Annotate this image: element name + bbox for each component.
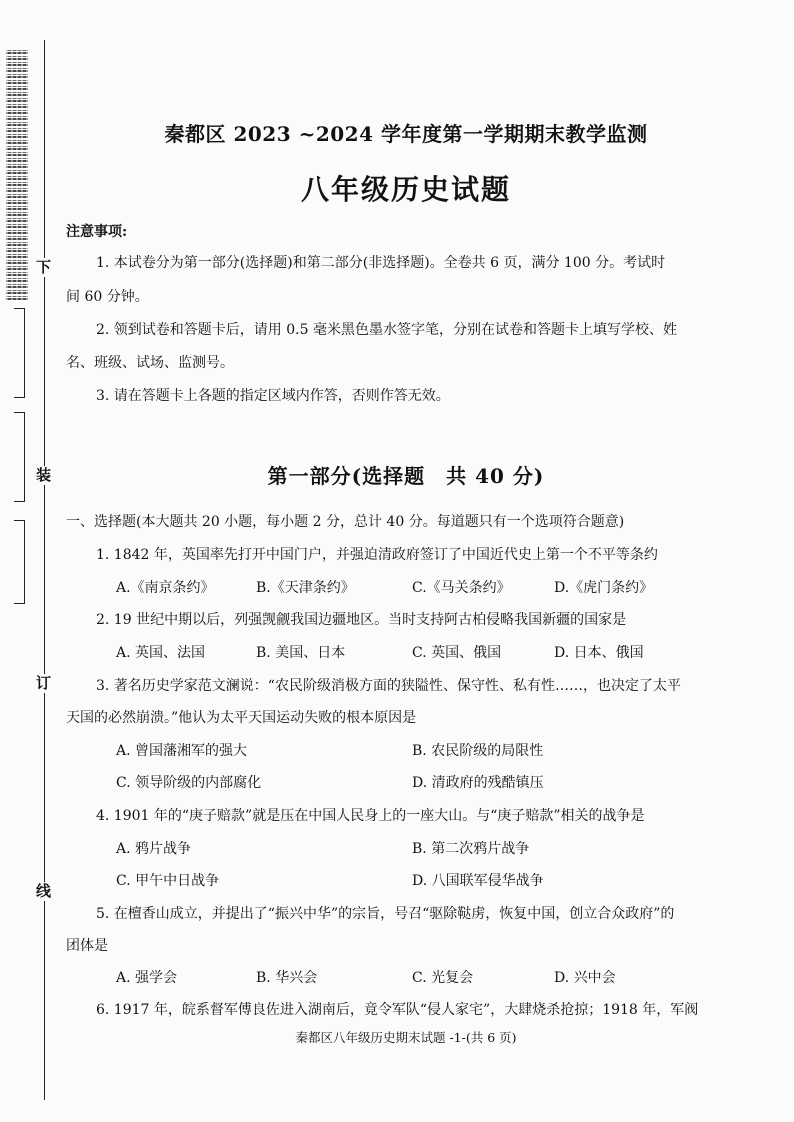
question-2-option-c: C. 英国、俄国 [412, 645, 502, 661]
question-3-option-b: B. 农民阶级的局限性 [412, 743, 544, 759]
question-2-stem: 2. 19 世纪中期以后，列强觊觎我国边疆地区。当时支持阿古柏侵略我国新疆的国家是 [96, 612, 627, 628]
question-3-option-c: C. 领导阶级的内部腐化 [116, 775, 262, 791]
question-5-stem: 5. 在檀香山成立，并提出了“振兴中华”的宗旨，号召“驱除鞑虏，恢复中国，创立合众政府”的 [96, 906, 675, 922]
part1-title: 第一部分(选择题 共 40 分) [267, 464, 545, 488]
question-3-stem: 3. 著名历史学家范文澜说：“农民阶级消极方面的狭隘性、保守性、私有性……，也决定了太平 [96, 678, 681, 694]
note-item-1: 1. 本试卷分为第一部分(选择题)和第二部分(非选择题)。全卷共 6 页，满分 100 分。考试时 [96, 255, 666, 271]
class-field-bracket [14, 412, 25, 502]
binding-margin [0, 0, 54, 1122]
number-field-bracket [14, 520, 25, 604]
question-4-option-c: C. 甲午中日战争 [116, 873, 220, 889]
binding-line [44, 40, 45, 1100]
question-1-stem: 1. 1842 年，英国率先打开中国门户，并强迫清政府签订了中国近代史上第一个不平等条约 [96, 547, 658, 563]
question-4-option-b: B. 第二次鸦片战争 [412, 841, 530, 857]
question-4-option-a: A. 鸦片战争 [116, 841, 192, 857]
exam-header-title: 秦都区 2023 ~2024 学年度第一学期期末教学监测 [164, 122, 648, 146]
question-1-option-a: A.《南京条约》 [116, 580, 215, 596]
question-5-option-d: D. 兴中会 [554, 970, 616, 986]
binding-char-ding: 订 [36, 674, 52, 692]
name-field-bracket [14, 308, 25, 398]
question-2-option-b: B. 美国、日本 [256, 645, 346, 661]
binding-char-zhuang: 装 [36, 466, 52, 484]
note-item-2-cont: 名、班级、试场、监测号。 [66, 355, 234, 371]
barcode-strip [6, 50, 28, 300]
question-2-option-d: D. 日本、俄国 [554, 645, 644, 661]
note-item-3: 3. 请在答题卡上各题的指定区域内作答，否则作答无效。 [96, 388, 450, 404]
exam-subject-title: 八年级历史试题 [300, 173, 511, 206]
question-4-option-d: D. 八国联军侵华战争 [412, 873, 544, 889]
question-3-option-d: D. 清政府的残酷镇压 [412, 775, 544, 791]
question-1-option-d: D.《虎门条约》 [554, 580, 654, 596]
question-2-option-a: A. 英国、法国 [116, 645, 206, 661]
binding-char-xian: 线 [36, 882, 52, 900]
question-5-option-b: B. 华兴会 [256, 970, 318, 986]
question-1-option-b: B.《天津条约》 [256, 580, 355, 596]
notes-heading: 注意事项: [66, 224, 128, 240]
note-item-2: 2. 领到试卷和答题卡后，请用 0.5 毫米黑色墨水签字笔，分别在试卷和答题卡上填写学校、姓 [96, 322, 677, 338]
page-footer: 秦都区八年级历史期末试题 -1-(共 6 页) [295, 1030, 517, 1045]
question-1-option-c: C.《马关条约》 [412, 580, 511, 596]
question-4-stem: 4. 1901 年的“庚子赔款”就是压在中国人民身上的一座大山。与“庚子赔款”相关的战争是 [96, 808, 645, 824]
question-5-option-a: A. 强学会 [116, 970, 178, 986]
part1-instruction: 一、选择题(本大题共 20 小题，每小题 2 分，总计 40 分。每道题只有一个选项符合题意) [66, 514, 625, 530]
binding-char-xia: 下 [36, 258, 52, 276]
question-6-stem: 6. 1917 年，皖系督军傅良佐进入湖南后，竟令军队“侵人家宅”，大肆烧杀抢掠；1918 年，军阀 [96, 1002, 699, 1018]
question-3-stem-cont: 天国的必然崩溃。”他认为太平天国运动失败的根本原因是 [66, 710, 417, 726]
question-5-stem-cont: 团体是 [66, 938, 108, 954]
question-5-option-c: C. 光复会 [412, 970, 474, 986]
question-3-option-a: A. 曾国藩湘军的强大 [116, 743, 248, 759]
note-item-1-cont: 间 60 分钟。 [66, 289, 149, 305]
